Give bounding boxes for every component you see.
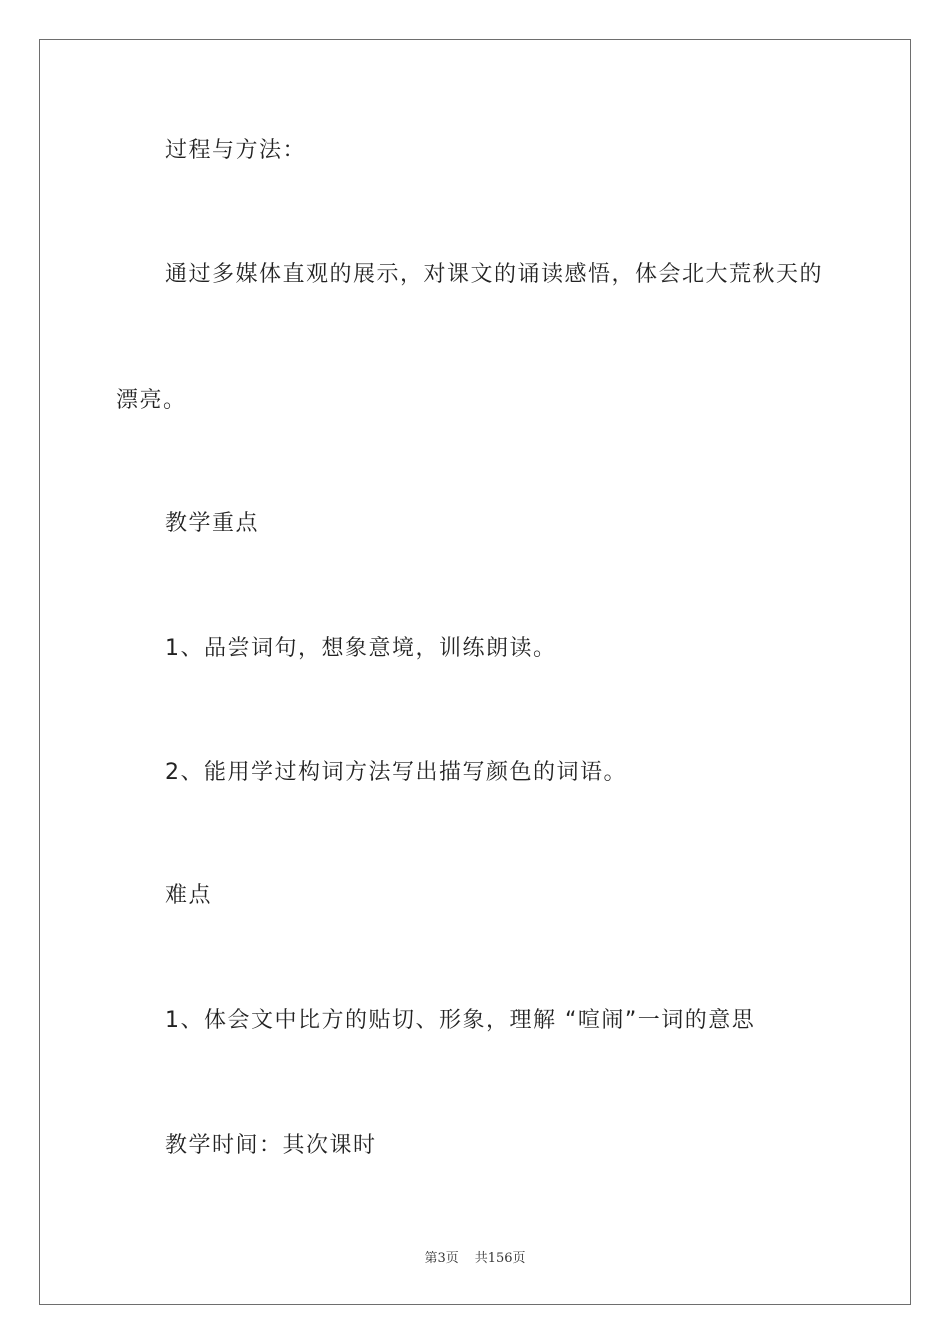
heading-difficulty: 难点 [165, 883, 213, 908]
page-number: 第3页 [424, 1251, 459, 1266]
teaching-time: 教学时间：其次课时 [165, 1133, 377, 1158]
heading-process-method: 过程与方法： [165, 138, 307, 163]
page-total: 共156页 [474, 1251, 526, 1266]
list-item: 2、能用学过构词方法写出描写颜色的词语。 [165, 760, 627, 785]
heading-teaching-focus: 教学重点 [165, 511, 260, 536]
page-footer [0, 1247, 950, 1266]
page-border [39, 39, 911, 1305]
paragraph-line: 漂亮。 [116, 388, 187, 413]
paragraph-line: 通过多媒体直观的展示，对课文的诵读感悟，体会北大荒秋天的 [165, 262, 824, 287]
list-item: 1、体会文中比方的贴切、形象，理解 “喧闹”一词的意思 [165, 1008, 756, 1033]
list-item: 1、品尝词句，想象意境，训练朗读。 [165, 636, 557, 661]
